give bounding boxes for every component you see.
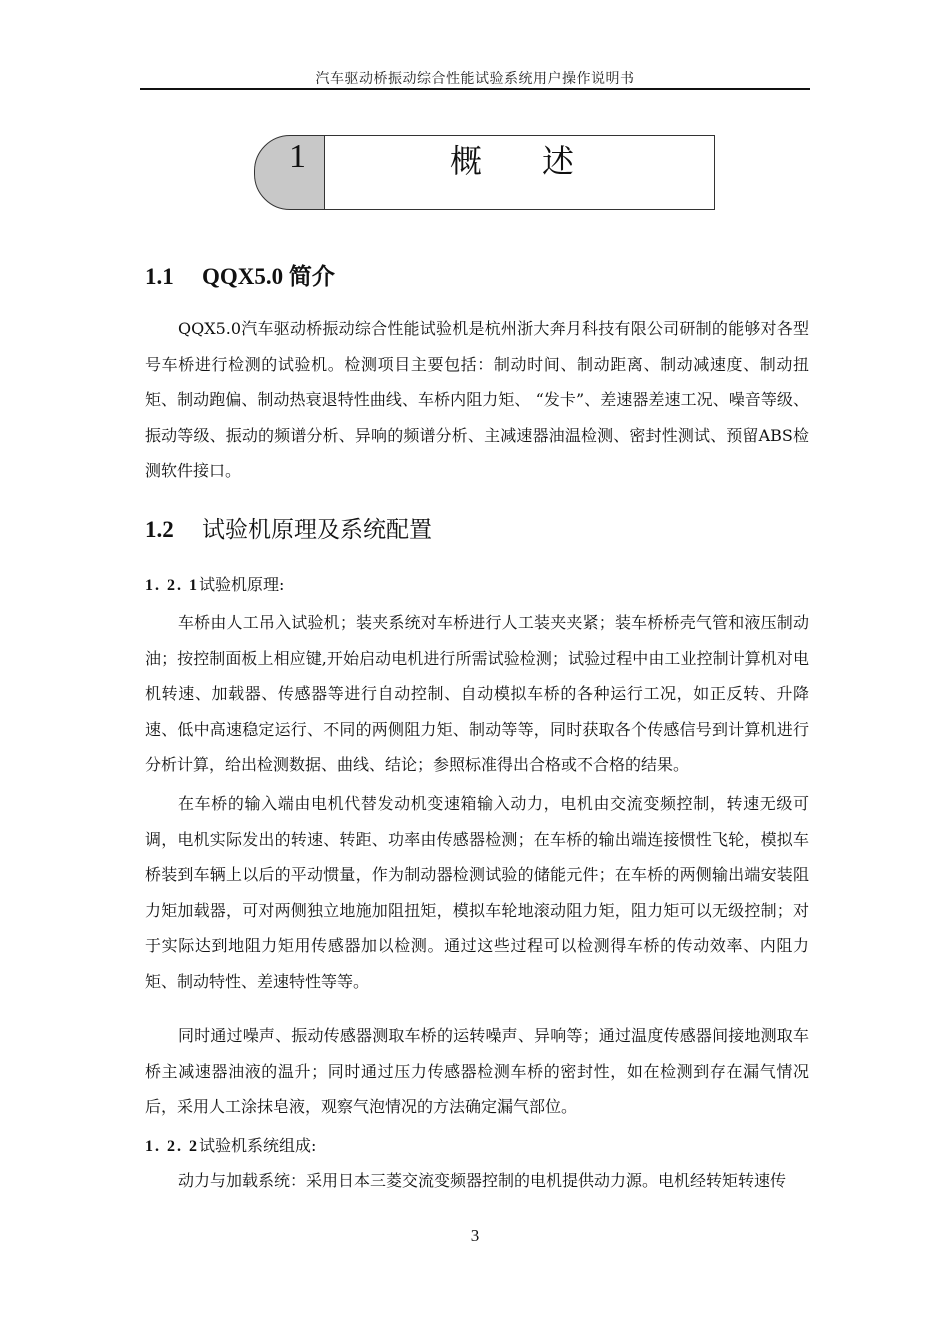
section-heading-1-2	[145, 511, 432, 544]
chapter-title: 概述	[450, 142, 635, 180]
section-title: 试验机原理及系统配置	[202, 517, 432, 543]
section-heading-1-1	[145, 258, 335, 291]
subsection-heading-1-2-1	[145, 572, 284, 595]
header-title: 汽车驱动桥振动综合性能试验系统用户操作说明书	[315, 71, 635, 87]
paragraph-intro: QQX5.0汽车驱动桥振动综合性能试验机是杭州浙大奔月科技有限公司研制的能够对各型号车桥进行检测的试验机。检测项目主要包括：制动时间、制动距离、制动减速度、制动扭矩、制动跑偏、制动热衰退特性曲线、车桥内阻力矩、 “发卡”、差速器差速工况、噪音等级、振动等级、振动的频谱分析、异响的频谱分析、主减速器油温检测、密封性测试、预留ABS检测软件接口。	[145, 319, 809, 480]
section-number: 1.1	[145, 264, 174, 289]
header-rule	[140, 88, 810, 90]
page-number: 3	[470, 1226, 480, 1245]
subsection-title: 试验机系统组成:	[199, 1136, 317, 1155]
chapter-number-cell	[254, 135, 326, 210]
paragraph-principle-1: 车桥由人工吊入试验机；装夹系统对车桥进行人工装夹夹紧；装车桥桥壳气管和液压制动油；按控制面板上相应键,开始启动电机进行所需试验检测；试验过程中由工业控制计算机对电机转速、加载器、传感器等进行自动控制、自动模拟车桥的各种运行工况，如正反转、升降速、低中高速稳定运行、不同的两侧阻力矩、制动等等，同时获取各个传感信号到计算机进行分析计算，给出检测数据、曲线、结论；参照标准得出合格或不合格的结果。	[145, 613, 809, 774]
subsection-number: 1. 2. 2	[145, 1138, 199, 1155]
paragraph-principle-3: 同时通过噪声、振动传感器测取车桥的运转噪声、异响等；通过温度传感器间接地测取车桥主减速器油液的温升；同时通过压力传感器检测车桥的密封性，如在检测到存在漏气情况后，采用人工涂抹皂液，观察气泡情况的方法确定漏气部位。	[145, 1026, 809, 1116]
chapter-heading-box	[254, 135, 714, 210]
section-title: QQX5.0 简介	[202, 264, 335, 289]
subsection-title: 试验机原理:	[199, 575, 285, 594]
subsection-number: 1. 2. 1	[145, 577, 199, 594]
section-number: 1.2	[145, 517, 174, 542]
paragraph-system-1: 动力与加载系统：采用日本三菱交流变频器控制的电机提供动力源。电机经转矩转速传	[178, 1171, 787, 1190]
paragraph-principle-2: 在车桥的输入端由电机代替发动机变速箱输入动力，电机由交流变频控制，转速无级可调，电机实际发出的转速、转距、功率由传感器检测；在车桥的输出端连接惯性飞轮，模拟车桥装到车辆上以后的平动惯量，作为制动器检测试验的储能元件；在车桥的两侧输出端安装阻力矩加载器，可对两侧独立地施加阻扭矩，模拟车轮地滚动阻力矩，阻力矩可以无级控制；对于实际达到地阻力矩用传感器加以检测。通过这些过程可以检测得车桥的传动效率、内阻力矩、制动特性、差速特性等等。	[145, 794, 809, 991]
chapter-title-cell	[324, 135, 715, 210]
subsection-heading-1-2-2	[145, 1133, 316, 1156]
chapter-number: 1	[289, 138, 306, 175]
